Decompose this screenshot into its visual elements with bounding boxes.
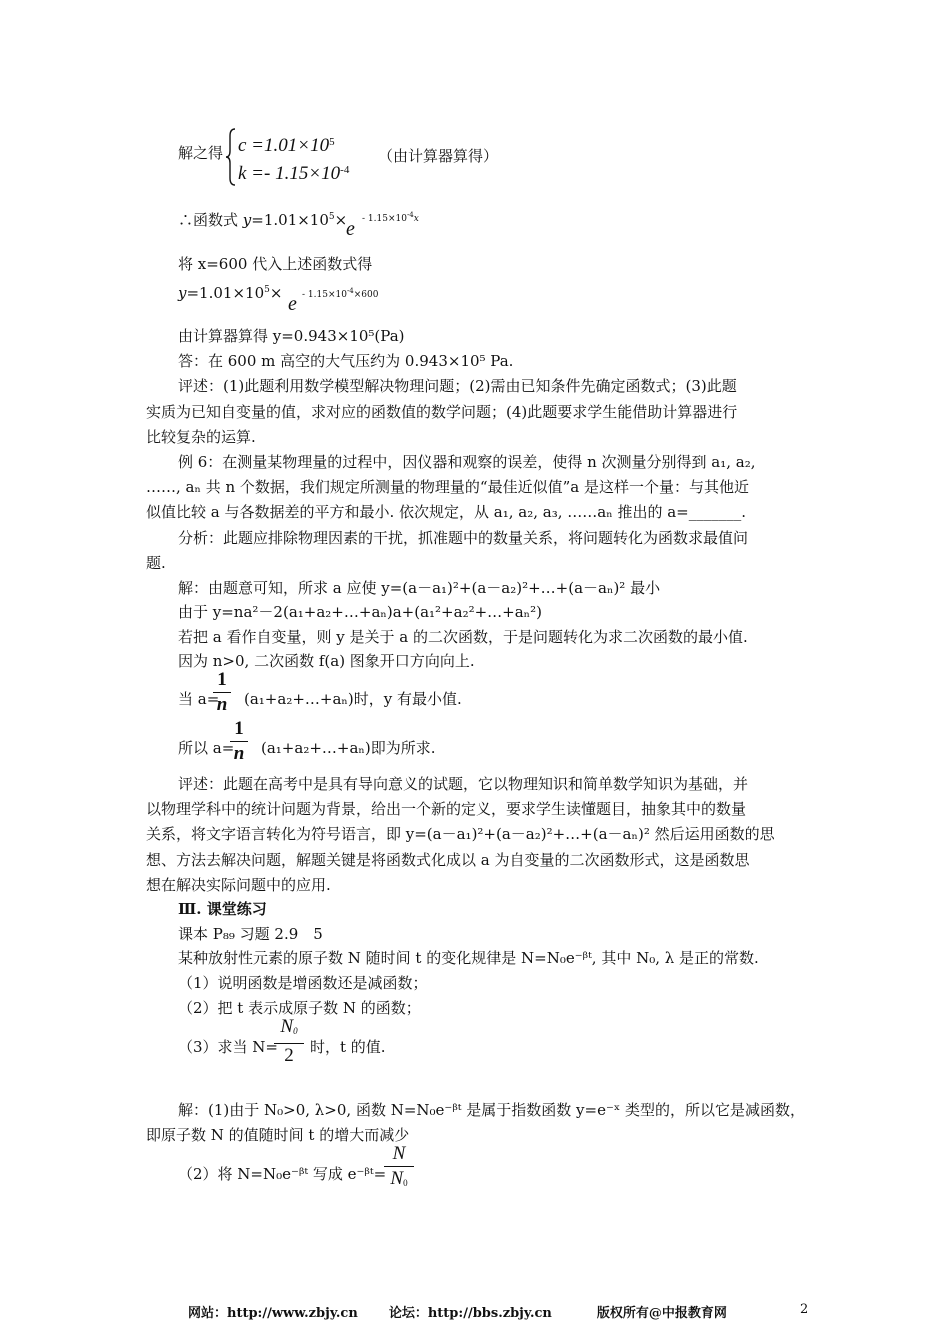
function-y: y — [242, 211, 252, 229]
function-exponent — [362, 205, 419, 229]
when-suffix: (a₁+a₂+…+aₙ)时，y 有最小值. — [244, 690, 462, 708]
fraction3-numerator — [274, 1016, 304, 1042]
function-exponent-x: x — [413, 214, 419, 224]
equation-k-exponent: -4 — [340, 164, 350, 176]
function-value: =1.01×10 — [251, 211, 329, 229]
solution-line3: 若把 a 看作自变量，则 y 是关于 a 的二次函数，于是问题转化为求二次函数的最小值. — [178, 628, 748, 646]
footer-copyright: 版权所有@中报教育网 — [596, 1306, 727, 1321]
solution-line4: 因为 n>0, 二次函数 f(a) 图象开口方向向上. — [178, 652, 475, 670]
function-exponent-sup: -4 — [406, 211, 414, 219]
equation-c-exponent: 5 — [329, 136, 335, 148]
function-line — [178, 207, 347, 230]
y600-exponent-body: - 1.15×10 — [302, 290, 347, 300]
fraction-1-over-n-2 — [230, 718, 248, 765]
when-prefix: 当 a= — [178, 690, 220, 708]
so-suffix: (a₁+a₂+…+aₙ)即为所求. — [261, 739, 436, 757]
fraction4-bar — [384, 1166, 414, 1167]
fraction2-numerator: 1 — [234, 718, 244, 739]
fraction-n0-over-2 — [274, 1016, 304, 1067]
page-number: 2 — [800, 1302, 809, 1317]
section-heading: Ⅲ. 课堂练习 — [178, 900, 267, 918]
equation-c-body: c =1.01×10 — [238, 135, 330, 156]
fraction2-denominator: n — [233, 743, 245, 764]
fraction-bar — [213, 692, 231, 693]
y600-e: e — [288, 293, 297, 315]
fraction-numerator: 1 — [217, 669, 227, 690]
y600-y: y — [178, 284, 187, 302]
function-e: e — [346, 218, 355, 240]
comment1-line3: 比较复杂的运算. — [146, 428, 256, 446]
answer1-line2: 即原子数 N 的值随时间 t 的增大而减少 — [146, 1126, 410, 1144]
fraction3-denominator: 2 — [284, 1045, 294, 1066]
function-exponent-body: - 1.15×10 — [362, 214, 407, 224]
textbook-ref: 课本 P₈₉ 习题 2.9 5 — [178, 925, 323, 943]
example6-line3: 似值比较 a 与各数据差的平方和最小. 依次规定，从 a₁, a₂, a₃, ……aₙ 推出的 a=_______. — [146, 503, 747, 521]
solution-line2: 由于 y=na²－2(a₁+a₂+…+aₙ)a+(a₁²+a₂²+…+aₙ²) — [178, 603, 543, 621]
answer1-line1: 解：(1)由于 N₀>0, λ>0, 函数 N=N₀e⁻ᵝᵗ 是属于指数函数 y=e⁻ˣ 类型的，所以它是减函数， — [178, 1101, 806, 1119]
so-prefix: 所以 a= — [178, 739, 235, 757]
y600-times: × — [269, 284, 283, 302]
answer-line: 答：在 600 m 高空的大气压约为 0.943×10⁵ Pa. — [178, 352, 514, 370]
y600-exponent-tail: ×600 — [353, 290, 379, 300]
comment2-line5: 想在解决实际问题中的应用. — [146, 876, 331, 894]
y600-exponent-sup: -4 — [346, 287, 354, 295]
equation-c — [238, 132, 335, 156]
example6-line1: 例 6：在测量某物理量的过程中，因仪器和观察的误差，使得 n 次测量分别得到 a₁, a₂, — [178, 453, 756, 471]
question-1: （1）说明函数是增函数还是减函数； — [178, 974, 428, 992]
function-times: × — [334, 211, 348, 229]
comment1-line2: 实质为已知自变量的值，求对应的函数值的数学问题；(4)此题要求学生能借助计算器进行 — [146, 403, 738, 421]
footer-site[interactable]: 网站：http://www.zbjy.cn — [188, 1306, 358, 1321]
comment1-line1: 评述：(1)此题利用数学模型解决物理问题；(2)需由已知条件先确定函数式；(3)此题 — [178, 377, 737, 395]
y600-exponent — [302, 281, 379, 305]
y600-value: =1.01×10 — [186, 284, 265, 302]
solve-label: 解之得 — [178, 144, 224, 162]
fraction-denominator: n — [216, 694, 228, 715]
fraction-1-over-n — [213, 669, 231, 716]
fraction3-numerator-sub: 0 — [293, 1026, 298, 1036]
substitute-line: 将 x=600 代入上述函数式得 — [178, 255, 373, 273]
system-brace — [226, 128, 236, 186]
equation-k-body: k =- 1.15×10 — [238, 163, 341, 184]
fraction4-denominator — [384, 1168, 414, 1194]
calc-result: 由计算器算得 y=0.943×10⁵(Pa) — [178, 327, 405, 345]
fraction4-denominator-n: N — [390, 1168, 404, 1189]
comment2-line1: 评述：此题在高考中是具有导向意义的试题，它以物理知识和简单数学知识为基础，并 — [178, 775, 749, 793]
calculator-note: （由计算器算得） — [378, 147, 499, 165]
equation-k — [238, 160, 349, 184]
radioactive-line: 某种放射性元素的原子数 N 随时间 t 的变化规律是 N=N₀e⁻ᵝᵗ, 其中 N₀, λ 是正的常数. — [178, 949, 759, 967]
fraction3-bar — [274, 1043, 304, 1044]
footer-forum[interactable]: 论坛：http://bbs.zbjy.cn — [388, 1306, 552, 1321]
example6-line2: ……, aₙ 共 n 个数据，我们规定所测量的物理量的“最佳近似值”a 是这样一个量：与其他近 — [146, 478, 749, 496]
analysis-line1: 分析：此题应排除物理因素的干扰，抓准题中的数量关系，将问题转化为函数求最值问 — [178, 529, 749, 547]
y600-exp5: 5 — [264, 285, 270, 295]
question-3-suffix: 时，t 的值. — [310, 1038, 386, 1056]
y600-line — [178, 280, 282, 303]
question-3-prefix: （3）求当 N= — [178, 1038, 279, 1056]
question-2: （2）把 t 表示成原子数 N 的函数； — [178, 999, 421, 1017]
fraction4-numerator: N — [392, 1143, 406, 1164]
answer2-prefix: （2）将 N=N₀e⁻ᵝᵗ 写成 e⁻ᵝᵗ= — [178, 1165, 387, 1183]
fraction-n-over-n0 — [384, 1143, 414, 1194]
page-footer — [188, 1302, 727, 1321]
fraction2-bar — [230, 741, 248, 742]
fraction4-denominator-sub: 0 — [403, 1178, 408, 1188]
comment2-line2: 以物理学科中的统计问题为背景，给出一个新的定义，要求学生读懂题目，抽象其中的数量 — [146, 800, 747, 818]
function-prefix: ∴函数式 — [178, 211, 243, 229]
solution-line1: 解：由题意可知，所求 a 应使 y=(a－a₁)²+(a－a₂)²+…+(a－aₙ)² 最小 — [178, 579, 661, 597]
comment2-line4: 想、方法去解决问题，解题关键是将函数式化成以 a 为自变量的二次函数形式，这是函数思 — [146, 851, 750, 869]
function-exp5: 5 — [328, 212, 335, 222]
analysis-line2: 题. — [146, 554, 166, 572]
fraction3-numerator-n: N — [280, 1016, 294, 1037]
comment2-line3: 关系，将文字语言转化为符号语言，即 y=(a－a₁)²+(a－a₂)²+…+(a－aₙ)² 然后运用函数的思 — [146, 825, 775, 843]
